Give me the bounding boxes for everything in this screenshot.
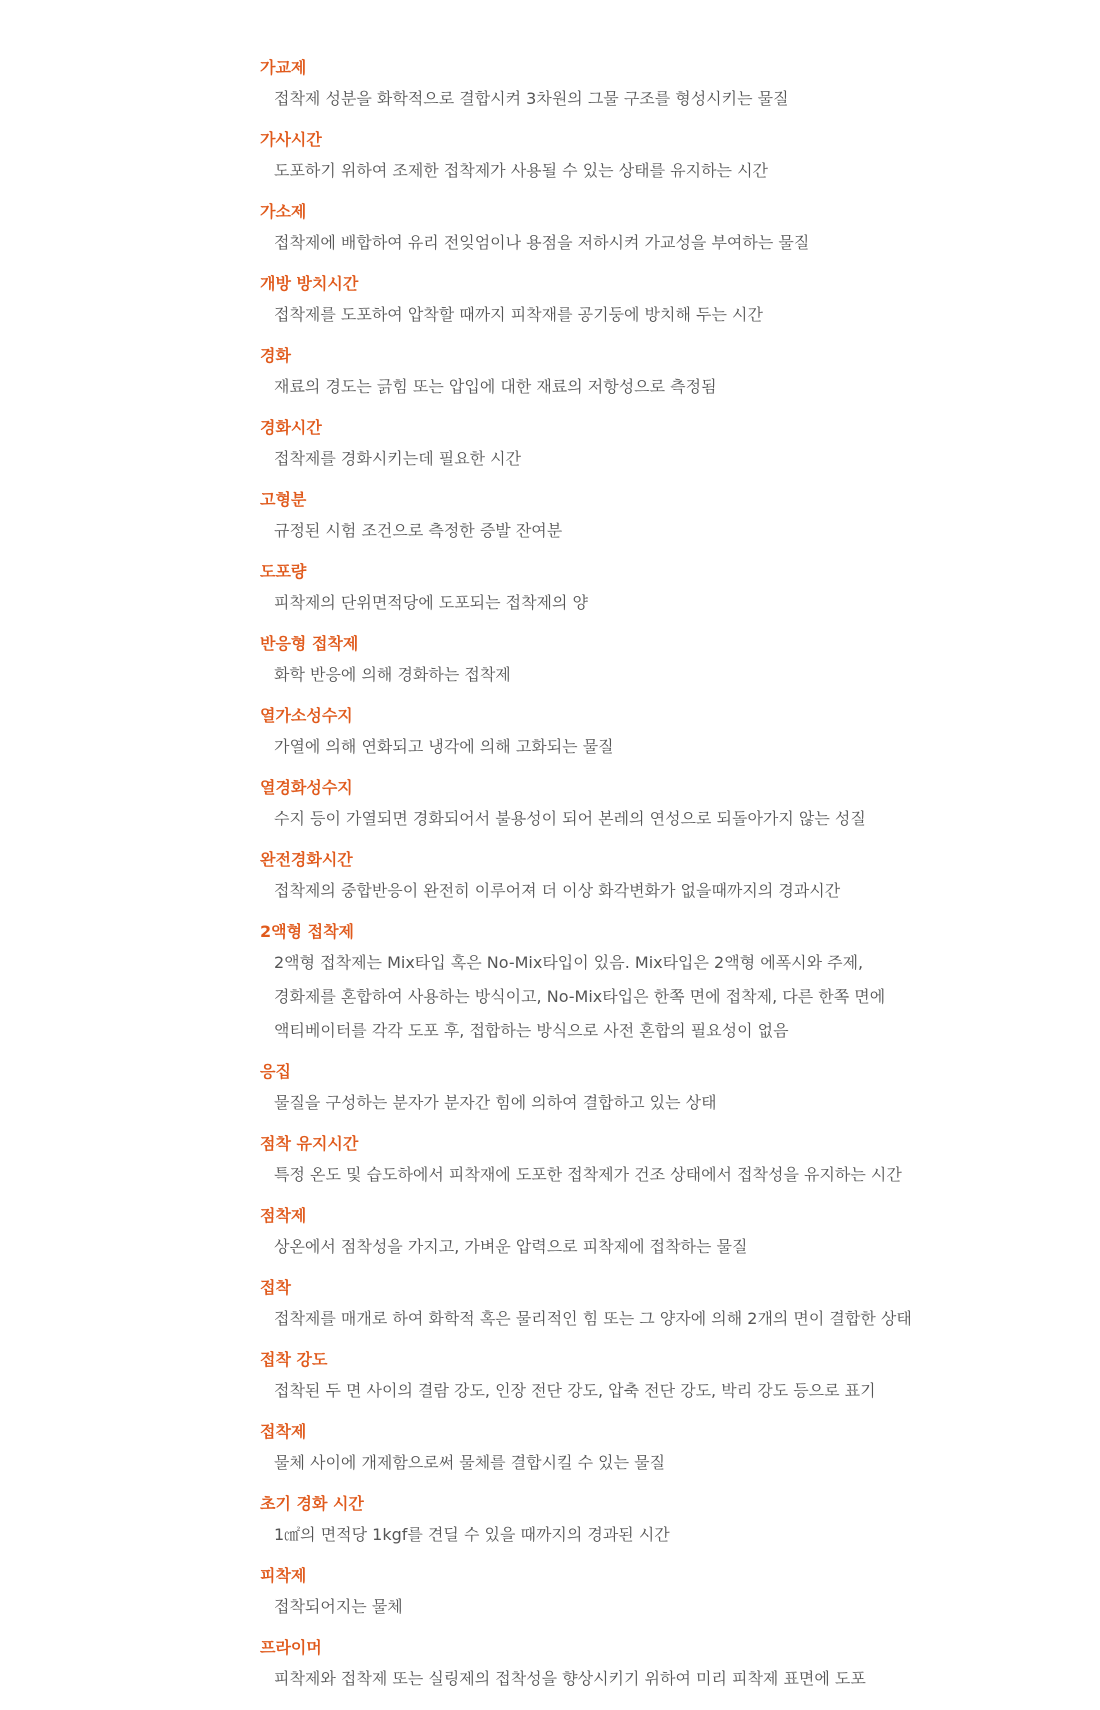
glossary-entry <box>260 1638 1060 1696</box>
glossary-definition: 화학 반응에 의해 경화하는 접착제 <box>274 665 511 684</box>
glossary-definition: 접착제의 중합반응이 완전히 이루어져 더 이상 화각변화가 없을때까지의 경과시간 <box>274 881 841 900</box>
glossary-term: 고형분 <box>260 490 307 509</box>
glossary-term: 가교제 <box>260 58 307 77</box>
glossary-definition: 특정 온도 및 습도하에서 피착재에 도포한 접착제가 건조 상태에서 접착성을 유지하는 시간 <box>274 1165 902 1184</box>
glossary-term: 가소제 <box>260 202 307 221</box>
glossary-definition: 도포하기 위하여 조제한 접착제가 사용될 수 있는 상태를 유지하는 시간 <box>274 161 768 180</box>
glossary-term: 열가소성수지 <box>260 706 353 725</box>
glossary-term: 접착 <box>260 1278 291 1297</box>
glossary-entry <box>260 1566 1060 1624</box>
glossary-term: 접착제 <box>260 1422 307 1441</box>
glossary-term: 응집 <box>260 1062 291 1081</box>
glossary-term: 접착 강도 <box>260 1350 328 1369</box>
glossary-entry <box>260 1062 1060 1120</box>
glossary-definition: 접착제를 매개로 하여 화학적 혹은 물리적인 힘 또는 그 양자에 의해 2개의 면이 결합한 상태 <box>274 1309 912 1328</box>
glossary-term: 가사시간 <box>260 130 322 149</box>
glossary-definition: 재료의 경도는 긁힘 또는 압입에 대한 재료의 저항성으로 측정됨 <box>274 377 717 396</box>
glossary-term: 도포량 <box>260 562 307 581</box>
glossary-definition: 피착제와 접착제 또는 실링제의 접착성을 향상시키기 위하여 미리 피착제 표면에 도포 <box>274 1669 866 1688</box>
glossary-definition: 접착된 두 면 사이의 결람 강도, 인장 전단 강도, 압축 전단 강도, 박리 강도 등으로 표기 <box>274 1381 876 1400</box>
glossary-term: 피착제 <box>260 1566 307 1585</box>
glossary-entry <box>260 58 1060 116</box>
glossary-entry <box>260 274 1060 332</box>
glossary-term: 점착제 <box>260 1206 307 1225</box>
glossary-entry <box>260 1422 1060 1480</box>
glossary-definition: 접착되어지는 물체 <box>274 1597 403 1616</box>
glossary-entry <box>260 130 1060 188</box>
definition-line: 경화제를 혼합하여 사용하는 방식이고, No-Mix타입은 한쪽 면에 접착제, 다른 한쪽 면에 <box>274 987 886 1006</box>
glossary-definition <box>260 946 1060 1048</box>
glossary-definition: 피착제의 단위면적당에 도포되는 접착제의 양 <box>274 593 589 612</box>
glossary-entry <box>260 634 1060 692</box>
glossary-term: 경화시간 <box>260 418 322 437</box>
glossary-entry <box>260 850 1060 908</box>
glossary-definition: 접착제를 도포하여 압착할 때까지 피착재를 공기둥에 방치해 두는 시간 <box>274 305 763 324</box>
glossary-entry <box>260 778 1060 836</box>
glossary-entry <box>260 418 1060 476</box>
glossary-entry <box>260 1206 1060 1264</box>
glossary-list <box>260 58 1060 1710</box>
glossary-entry <box>260 706 1060 764</box>
glossary-term: 개방 방치시간 <box>260 274 359 293</box>
glossary-definition: 1㎠의 면적당 1kgf를 견딜 수 있을 때까지의 경과된 시간 <box>274 1525 670 1544</box>
glossary-entry <box>260 1350 1060 1408</box>
glossary-term: 반응형 접착제 <box>260 634 359 653</box>
glossary-definition: 물체 사이에 개제함으로써 물체를 결합시킬 수 있는 물질 <box>274 1453 666 1472</box>
glossary-entry <box>260 1494 1060 1552</box>
definition-line: 2액형 접착제는 Mix타입 혹은 No-Mix타입이 있음. Mix타입은 2액형 에폭시와 주제, <box>274 953 864 972</box>
definition-line: 액티베이터를 각각 도포 후, 접합하는 방식으로 사전 혼합의 필요성이 없음 <box>274 1021 789 1040</box>
glossary-definition: 접착제를 경화시키는데 필요한 시간 <box>274 449 522 468</box>
glossary-definition: 접착제에 배합하여 유리 전잊엄이나 용점을 저하시켜 가교성을 부여하는 물질 <box>274 233 810 252</box>
glossary-term: 완전경화시간 <box>260 850 353 869</box>
glossary-term: 프라이머 <box>260 1638 322 1657</box>
glossary-entry <box>260 202 1060 260</box>
glossary-definition: 상온에서 점착성을 가지고, 가벼운 압력으로 피착제에 접착하는 물질 <box>274 1237 748 1256</box>
glossary-entry <box>260 1278 1060 1336</box>
glossary-definition: 수지 등이 가열되면 경화되어서 불용성이 되어 본레의 연성으로 되돌아가지 않는 성질 <box>274 809 866 828</box>
glossary-entry <box>260 1134 1060 1192</box>
glossary-term: 점착 유지시간 <box>260 1134 359 1153</box>
glossary-entry <box>260 562 1060 620</box>
glossary-term: 2액형 접착제 <box>260 922 354 941</box>
glossary-entry <box>260 346 1060 404</box>
glossary-definition: 가열에 의해 연화되고 냉각에 의해 고화되는 물질 <box>274 737 614 756</box>
glossary-term: 열경화성수지 <box>260 778 353 797</box>
glossary-definition: 접착제 성분을 화학적으로 결합시켜 3차원의 그물 구조를 형성시키는 물질 <box>274 89 789 108</box>
glossary-entry <box>260 922 1060 1048</box>
glossary-definition: 물질을 구성하는 분자가 분자간 힘에 의하여 결합하고 있는 상태 <box>274 1093 717 1112</box>
glossary-term: 경화 <box>260 346 291 365</box>
glossary-entry <box>260 490 1060 548</box>
glossary-term: 초기 경화 시간 <box>260 1494 364 1513</box>
glossary-definition: 규정된 시험 조건으로 측정한 증발 잔여분 <box>274 521 563 540</box>
